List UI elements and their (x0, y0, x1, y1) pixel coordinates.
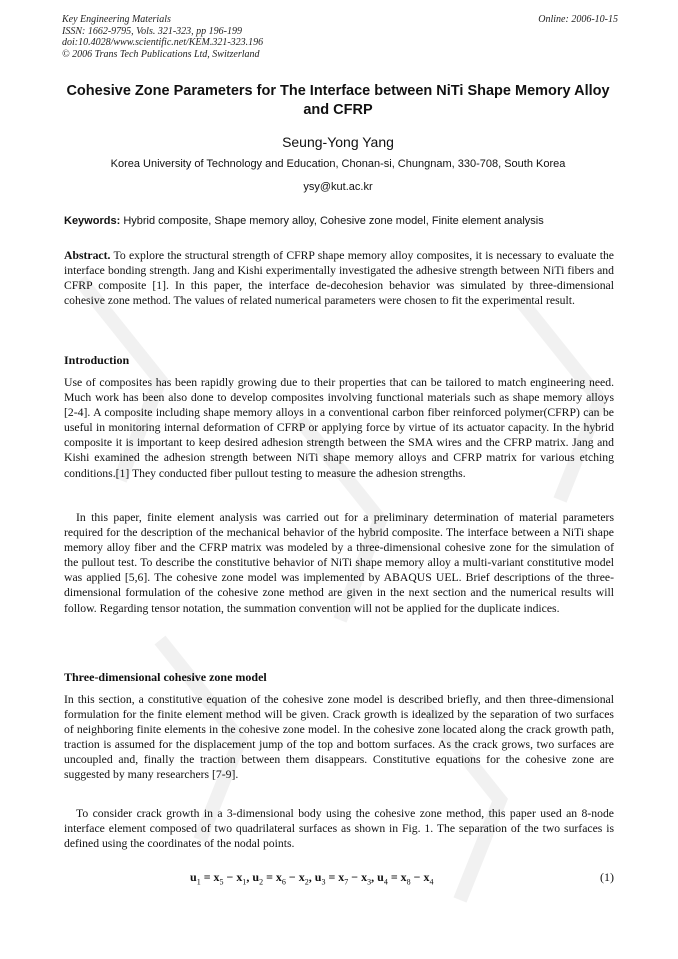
journal-name: Key Engineering Materials (62, 14, 171, 25)
section2-paragraph-2: To consider crack growth in a 3-dimensional body using the cohesive zone method, this paper used an 8-node interface element composed of two quadrilateral surfaces as shown in Fig. 1. The separation of the two surfaces is defined using the coordinates of the nodal points. (64, 807, 614, 851)
equation-expression: $u_1 = x_5 - x_1$, $u_2 = x_6 - x_2$, $u_3 = x_7 - x_3$, $u_4 = x_8 - x_4$ (190, 870, 434, 887)
copyright-line: © 2006 Trans Tech Publications Ltd, Switzerland (62, 48, 260, 60)
author-name: Seung-Yong Yang (282, 134, 394, 150)
affiliation: Korea University of Technology and Education, Chonan-si, Chungnam, 330-708, South Korea (110, 158, 566, 170)
author-email: ysy@kut.ac.kr (303, 181, 373, 193)
keywords-label: Keywords: (64, 215, 121, 227)
abstract-text: To explore the structural strength of CFRP shape memory alloy composites, it is necessary to evaluate the interface bonding strength. Jang and Kishi experimentally investigated the adhesive strength between NiTi fibers and CFRP composite [1]. In this paper, the interface de-decohesion behavior was simulated by three-dimensional cohesive zone method. The values of related numerical parameters were chosen to fit the experimental result. (64, 249, 614, 308)
online-date: Online: 2006-10-15 (538, 14, 618, 25)
section2-paragraph-1: In this section, a constitutive equation of the cohesive zone model is described briefly, and then three-dimensional formulation for the finite element method will be given. Crack growth is idealized by the separation of two surfaces of neighboring finite elements in the cohesive zone model. In the cohesive zone located along the crack growth path, traction is assumed for the displacement jump of the top and bottom surfaces. As the crack grows, two surfaces are uncoupled and, finally the traction between them disappears. Constitutive equations for the cohesive zone are suggested by many researchers [7-9]. (64, 693, 614, 782)
paper-title: Cohesive Zone Parameters for The Interface between NiTi Shape Memory Alloy and CFRP (66, 83, 610, 118)
doi-line: doi:10.4028/www.scientific.net/KEM.321-323.196 (62, 37, 264, 48)
journal-header (62, 14, 618, 60)
issn-line: ISSN: 1662-9795, Vols. 321-323, pp 196-199 (62, 25, 242, 37)
keywords (64, 215, 616, 227)
keywords-text: Hybrid composite, Shape memory alloy, Cohesive zone model, Finite element analysis (123, 215, 544, 227)
introduction-heading: Introduction (64, 353, 130, 367)
abstract (64, 248, 614, 308)
equation-number: (1) (600, 870, 614, 884)
introduction-paragraph-2: In this paper, finite element analysis was carried out for a preliminary determination of material parameters required for the description of the mechanical behavior of the hybrid composite. The interface between a NiTi shape memory alloy fiber and the CFRP matrix was modeled by a three-dimensional cohesive zone for the simulation of the pullout test. To describe the constitutive behavior of NiTi shape memory alloy a multi-variant constitutive model was applied [5,6]. The cohesive zone model was implemented by ABAQUS UEL. Brief descriptions of the three-dimensional formulation of the cohesive zone method are given in the next section and the numerical results will follow. Regarding tensor notation, the summation convention will not be applied for the duplicate indices. (64, 511, 614, 615)
introduction-paragraph-1: Use of composites has been rapidly growing due to their properties that can be tailored to match engineering need. Much work has been also done to develop composites involving functional materials such as shape memory alloys [2-4]. A composite including shape memory alloys in a conventional carbon fiber reinforced polymer(CFRP) can be useful in monitoring internal deformation of CFRP or applying force by virtue of its actuator capacity. In the hybrid composite it is important to keep desired adhesion strength between the SMA wires and the CFRP matrix. Jang and Kishi examined the adhesion strength between NiTi shape memory alloys and CFRP matrix for various etching conditions.[1] They conducted fiber pullout testing to measure the adhesion strengths. (64, 376, 614, 480)
abstract-label: Abstract. (64, 249, 111, 262)
equation-1 (64, 870, 614, 888)
section-heading-cohesive-zone: Three-dimensional cohesive zone model (64, 670, 267, 684)
